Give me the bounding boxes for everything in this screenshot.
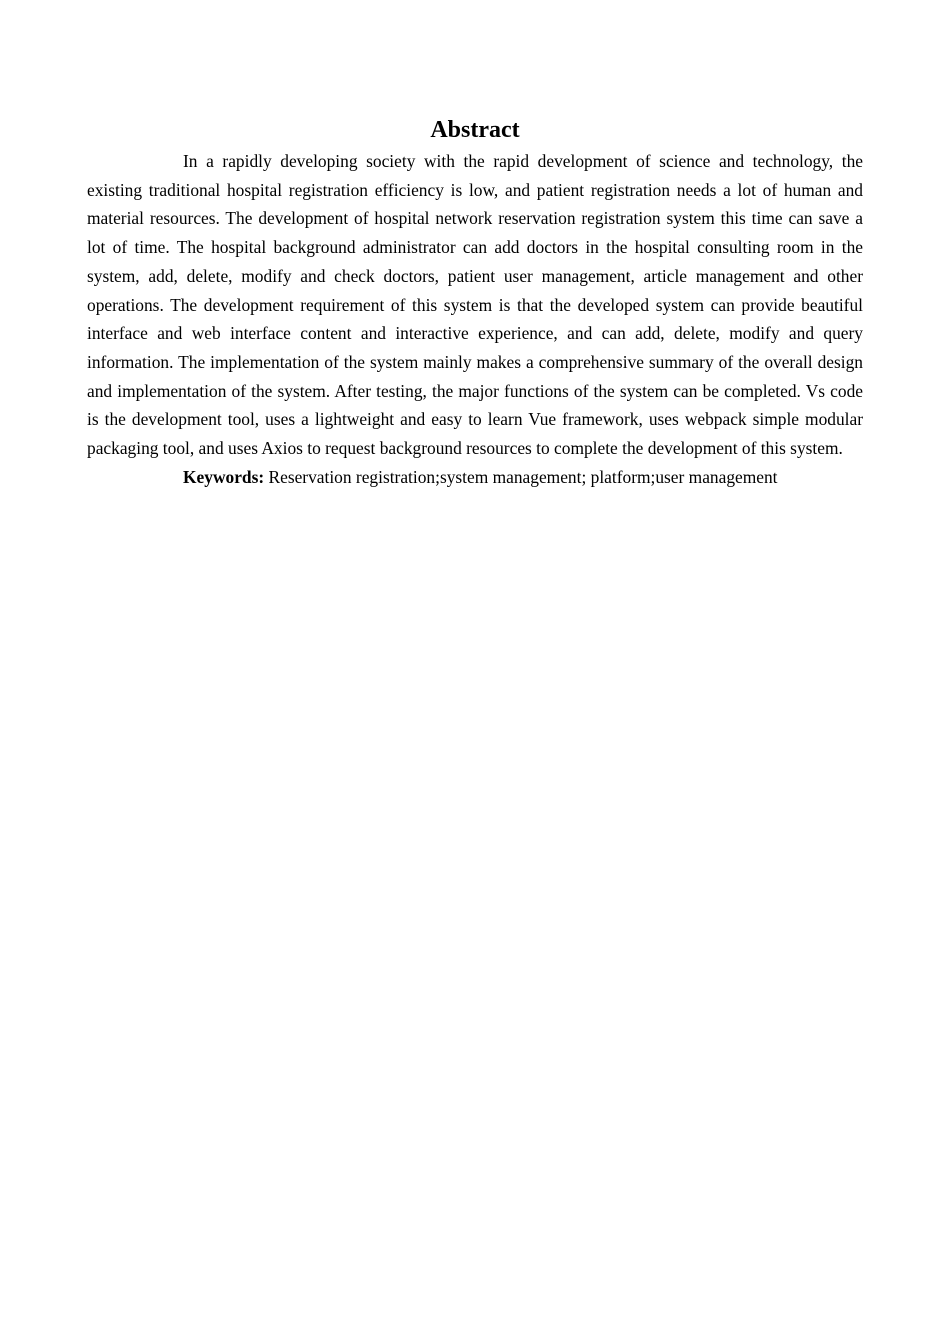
abstract-title: Abstract [430,117,520,143]
keywords-text: Reservation registration;system management; platform;user management [264,466,778,487]
keywords-label: Keywords: [183,466,265,487]
keywords-line [87,463,863,492]
abstract-section [87,113,863,491]
abstract-body: In a rapidly developing society with the rapid development of science and technology, the existing traditional hospital registration efficiency is low, and patient registration needs a lot of human and material resources. The development of hospital network reservation registration system this time can save a lot of time. The hospital background administrator can add doctors in the hospital consulting room in the system, add, delete, modify and check doctors, patient user management, article management and other operations. The development requirement of this system is that the developed system can provide beautiful interface and web interface content and interactive experience, and can add, delete, modify and query information. The implementation of the system mainly makes a comprehensive summary of the overall design and implementation of the system. After testing, the major functions of the system can be completed. Vs code is the development tool, uses a lightweight and easy to learn Vue framework, uses webpack simple modular packaging tool, and uses Axios to request background resources to complete the development of this system. [87,151,863,459]
